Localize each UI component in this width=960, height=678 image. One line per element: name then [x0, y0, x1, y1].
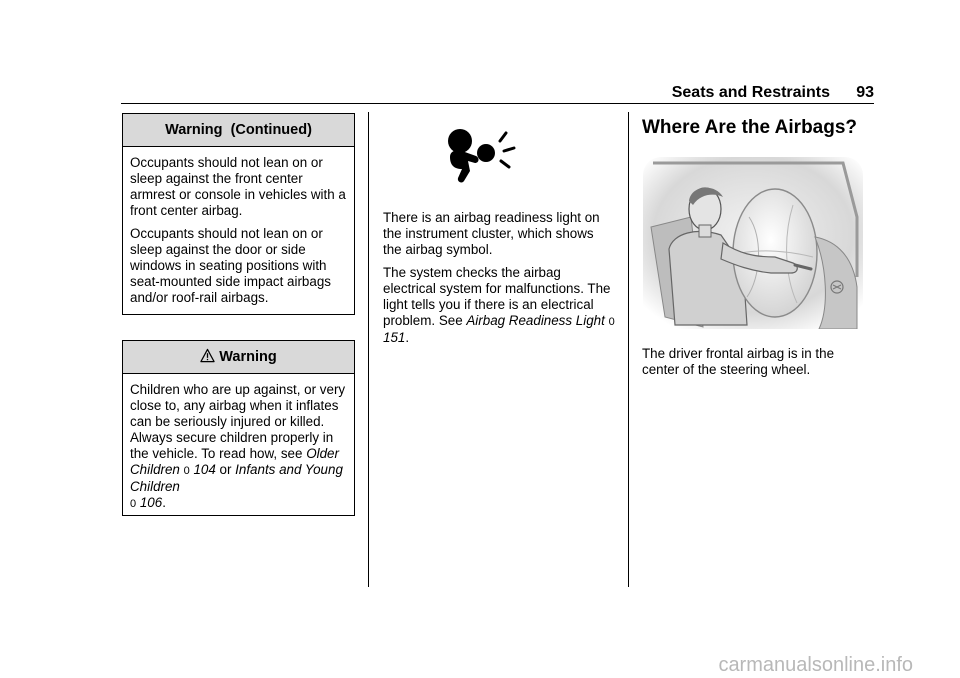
warning-box-children: [122, 340, 355, 516]
ref-link-airbag-readiness-light[interactable]: Airbag Readiness Light: [466, 313, 605, 328]
ref-link-infants[interactable]: Infants and Young Children: [130, 462, 343, 494]
header-rule: [121, 103, 874, 104]
ref-page-104[interactable]: 104: [193, 462, 216, 477]
warning-paragraph: [130, 382, 348, 512]
readiness-paragraph: [383, 265, 615, 346]
footer-watermark: carmanualsonline.info: [718, 654, 913, 676]
page-number: 93: [856, 84, 874, 101]
header-section-title: Seats and Restraints: [671, 84, 830, 101]
readiness-paragraph: There is an airbag readiness light on the instrument cluster, which shows the airbag symbol.: [383, 210, 600, 257]
page-ref-symbol: 0: [608, 316, 615, 328]
warning-box-header: [123, 114, 354, 147]
ref-link-older-children[interactable]: Older Children: [130, 446, 339, 477]
ref-page-106[interactable]: 106: [139, 495, 163, 510]
readiness-text: .: [405, 330, 410, 345]
warning-paragraph: Occupants should not lean on or sleep against the front center armrest or console in vehicles with a front center airbag.: [130, 155, 346, 218]
warning-text: Children who are up against, or very close to, any airbag when it inflates can be seriously injured or killed. Always secure children properly in the vehicle. To read how, see: [130, 382, 346, 461]
driver-airbag-illustration: [643, 157, 863, 329]
page-ref-symbol: 0: [183, 465, 190, 477]
warning-box-title: Warning: [219, 349, 277, 365]
warning-box-continued: [122, 113, 355, 315]
readiness-text: The system checks the airbag electrical system for malfunctions. The light tells you if there is an electrical problem. See: [383, 265, 611, 328]
warning-box-title: Warning (Continued): [165, 122, 312, 138]
driver-airbag-caption: The driver frontal airbag is in the center of the steering wheel.: [642, 346, 835, 377]
ref-page-151[interactable]: 151: [383, 330, 406, 345]
warning-box-header: [123, 341, 354, 374]
warning-triangle-icon: [200, 348, 215, 367]
warning-box-body: [123, 147, 354, 306]
section-title: Where Are the Airbags?: [642, 117, 858, 138]
warning-text: or: [215, 462, 236, 477]
warning-text: .: [162, 495, 166, 510]
column-divider-1: [368, 112, 369, 587]
page-ref-symbol: 0: [130, 498, 137, 510]
airbag-readiness-icon: [446, 127, 528, 185]
warning-paragraph: Occupants should not lean on or sleep against the door or side windows in seating positions with seat-mounted side impact airbags and/or roof-rail airbags.: [130, 226, 331, 305]
readiness-light-text: [383, 210, 615, 353]
column-divider-2: [628, 112, 629, 587]
warning-box-body: [123, 374, 354, 512]
